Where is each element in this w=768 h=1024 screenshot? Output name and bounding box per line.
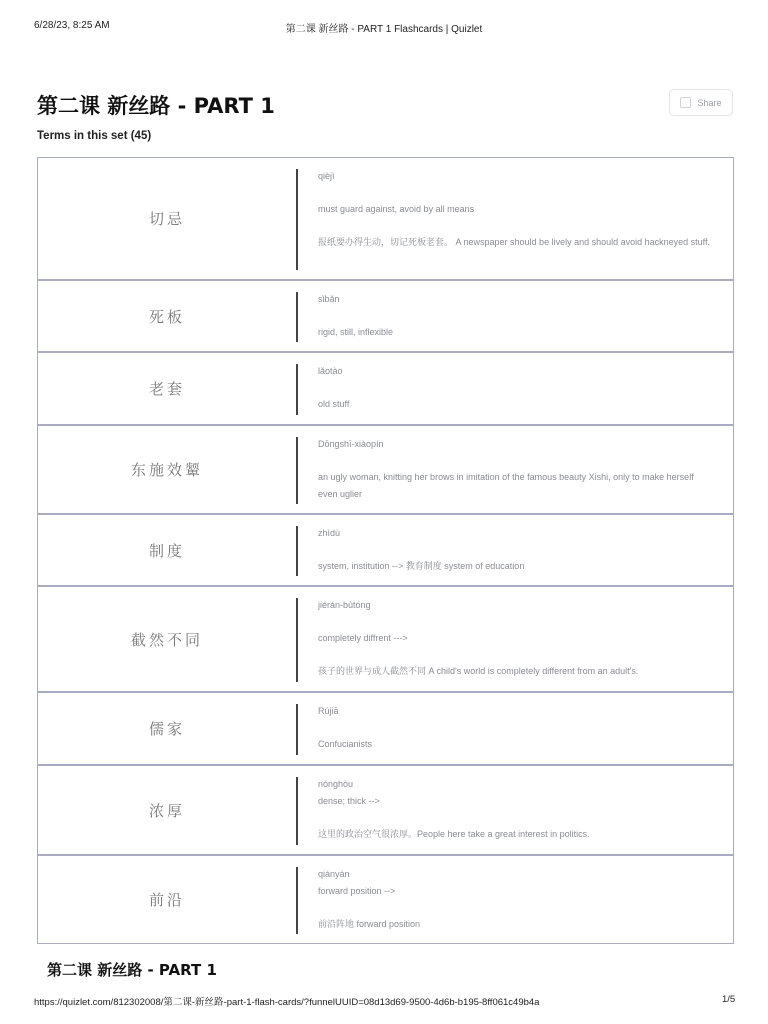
definition-paragraph bbox=[318, 663, 638, 680]
definition-paragraph bbox=[318, 703, 372, 720]
divider bbox=[296, 526, 298, 576]
divider bbox=[296, 364, 298, 415]
term-text: 制度 bbox=[148, 541, 185, 560]
definition-paragraph bbox=[318, 291, 393, 308]
term-row bbox=[38, 766, 733, 856]
terms-table bbox=[37, 157, 734, 944]
definition-cell bbox=[296, 515, 733, 585]
definition-line: qiányán bbox=[318, 869, 350, 879]
definition-paragraph bbox=[318, 168, 710, 185]
term-text: 切忌 bbox=[148, 210, 185, 228]
definition-paragraph bbox=[318, 396, 349, 413]
definition-line: 孩子的世界与成人截然不同 A child's world is completely different from an adult's. bbox=[318, 666, 639, 676]
term-row bbox=[38, 158, 733, 281]
next-page-set-title: 第二课 新丝路 - PART 1 bbox=[47, 961, 217, 979]
definition-line: completely diffrent ---> bbox=[318, 633, 408, 643]
definition-line: 前沿阵地 forward position bbox=[318, 919, 421, 929]
definition-cell bbox=[296, 856, 733, 943]
print-page-title: 第二课 新丝路 - PART 1 Flashcards | Quizlet bbox=[285, 24, 483, 35]
definition-paragraph bbox=[318, 201, 710, 218]
print-date: 6/28/23, 8:25 AM bbox=[34, 20, 110, 31]
term-text: 东施效颦 bbox=[130, 461, 203, 479]
definition-paragraph bbox=[318, 363, 349, 380]
definition-paragraph bbox=[318, 826, 590, 843]
divider bbox=[296, 777, 298, 845]
divider bbox=[296, 169, 298, 270]
definition-line: an ugly woman, knitting her brows in imitation of the famous beauty Xishi, only to make herself even uglier bbox=[318, 472, 694, 499]
definition-cell bbox=[296, 766, 733, 854]
definition-cell bbox=[296, 353, 733, 424]
term-row bbox=[38, 587, 733, 693]
divider bbox=[296, 704, 298, 755]
definition-paragraph bbox=[318, 469, 713, 503]
share-label: Share bbox=[697, 97, 722, 108]
definition-line: qièjì bbox=[318, 171, 335, 181]
divider bbox=[296, 598, 298, 682]
definition-cell bbox=[296, 426, 733, 513]
definition-paragraph bbox=[318, 916, 420, 933]
definition-cell bbox=[296, 587, 733, 691]
definition-line: rigid, still, inflexible bbox=[318, 327, 394, 337]
definition-paragraph bbox=[318, 597, 638, 614]
definition-paragraph bbox=[318, 436, 713, 453]
term-text: 儒家 bbox=[148, 720, 185, 738]
term-text: 截然不同 bbox=[130, 630, 203, 649]
term-row bbox=[38, 353, 733, 426]
definition-paragraph bbox=[318, 736, 372, 753]
definition-line: 报纸要办得生动，切记死板老套。 A newspaper should be lively and should avoid hackneyed stuff. bbox=[318, 237, 711, 247]
definition-line: 这里的政治空气很浓厚。People here take a great interest in politics. bbox=[318, 829, 590, 839]
share-button[interactable] bbox=[669, 89, 733, 116]
divider bbox=[296, 437, 298, 504]
definition-paragraph bbox=[318, 324, 393, 341]
definition-paragraph bbox=[318, 558, 524, 575]
term-row bbox=[38, 856, 733, 943]
print-url: https://quizlet.com/812302008/第二课-新丝路-part-1-flash-cards/?funnelUUID=08d13d69-9500-4d6b-b195-8ff061c49b4a bbox=[34, 997, 540, 1008]
definition-paragraph bbox=[318, 776, 590, 810]
definition-paragraph bbox=[318, 234, 710, 251]
page-number: 1/5 bbox=[722, 994, 736, 1005]
term-text: 前沿 bbox=[148, 891, 185, 909]
definition-paragraph bbox=[318, 630, 638, 647]
definition-line: jiérán-bùtóng bbox=[318, 600, 371, 610]
term-text: 死板 bbox=[148, 307, 185, 326]
definition-line: Rújiā bbox=[318, 706, 339, 716]
divider bbox=[296, 292, 298, 342]
definition-line: nónghòu bbox=[318, 779, 354, 789]
definition-line: sǐbǎn bbox=[318, 294, 340, 304]
term-row bbox=[38, 281, 733, 353]
definition-line: zhìdù bbox=[318, 528, 341, 538]
definition-line: lǎotào bbox=[318, 366, 343, 376]
definition-cell bbox=[296, 693, 733, 764]
definition-line: forward position --> bbox=[318, 886, 396, 896]
definition-paragraph bbox=[318, 866, 420, 900]
definition-paragraph bbox=[318, 525, 524, 542]
definition-line: Dōngshī-xiàopín bbox=[318, 439, 384, 449]
term-text: 浓厚 bbox=[148, 801, 185, 820]
term-row bbox=[38, 693, 733, 766]
term-text: 老套 bbox=[148, 380, 185, 398]
definition-line: Confucianists bbox=[318, 739, 373, 749]
definition-cell bbox=[296, 281, 733, 351]
term-row bbox=[38, 426, 733, 515]
term-row bbox=[38, 515, 733, 587]
definition-line: dense; thick --> bbox=[318, 796, 380, 806]
definition-line: must guard against, avoid by all means bbox=[318, 204, 475, 214]
terms-count-heading: Terms in this set (45) bbox=[37, 130, 152, 142]
set-title: 第二课 新丝路 - PART 1 bbox=[37, 94, 275, 118]
share-icon bbox=[680, 97, 691, 108]
definition-line: system, institution --> 教育制度 system of education bbox=[318, 561, 525, 571]
definition-line: old stuff bbox=[318, 399, 350, 409]
definition-cell bbox=[296, 158, 733, 279]
divider bbox=[296, 867, 298, 934]
